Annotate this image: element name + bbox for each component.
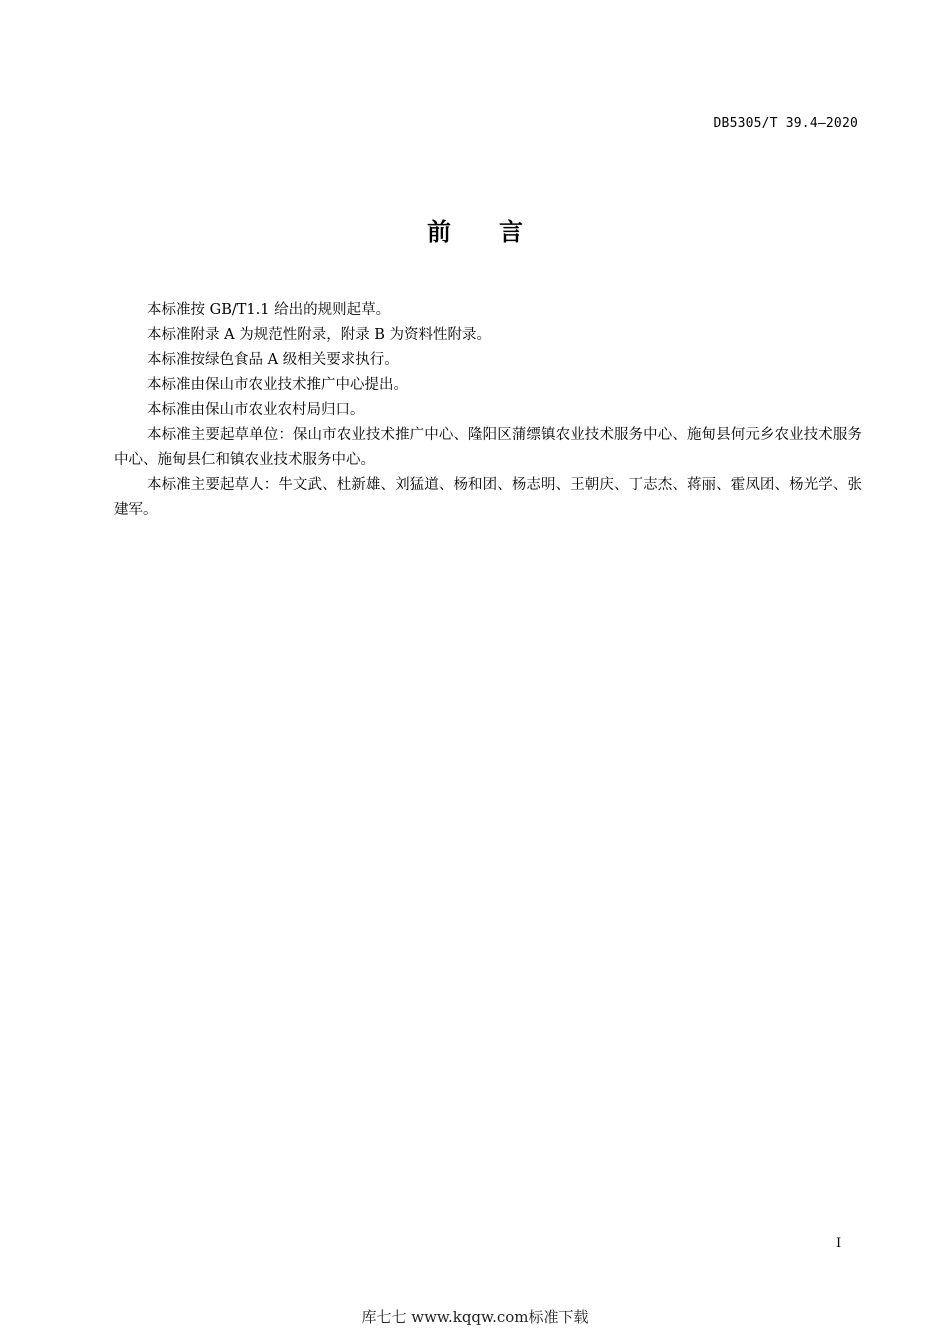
- paragraph-proposed-by: 本标准由保山市农业技术推广中心提出。: [147, 377, 408, 393]
- paragraph-drafting-units: 本标准主要起草单位：保山市农业技术推广中心、隆阳区蒲缥镇农业技术服务中心、施甸县何元乡农业技术服务中心、施甸县仁和镇农业技术服务中心。: [114, 427, 862, 468]
- paragraph-appendix: 本标准附录 A 为规范性附录，附录 B 为资料性附录。: [147, 327, 492, 343]
- page-title: 前言: [427, 218, 571, 246]
- paragraph-centralized-by: 本标准由保山市农业农村局归口。: [147, 402, 365, 418]
- document-code: DB5305/T 39.4—2020: [713, 116, 858, 131]
- footer-watermark: 库七七 www.kqqw.com标准下载: [361, 1308, 589, 1326]
- foreword-body: [114, 298, 862, 523]
- paragraph-drafting-rules: 本标准按 GB/T1.1 给出的规则起草。: [147, 302, 391, 318]
- paragraph-drafters: 本标准主要起草人：牛文武、杜新雄、刘猛道、杨和团、杨志明、王朝庆、丁志杰、蒋丽、霍凤团、杨光学、张建军。: [114, 477, 862, 518]
- paragraph-green-food: 本标准按绿色食品 A 级相关要求执行。: [147, 352, 399, 368]
- page-number: I: [836, 1236, 842, 1251]
